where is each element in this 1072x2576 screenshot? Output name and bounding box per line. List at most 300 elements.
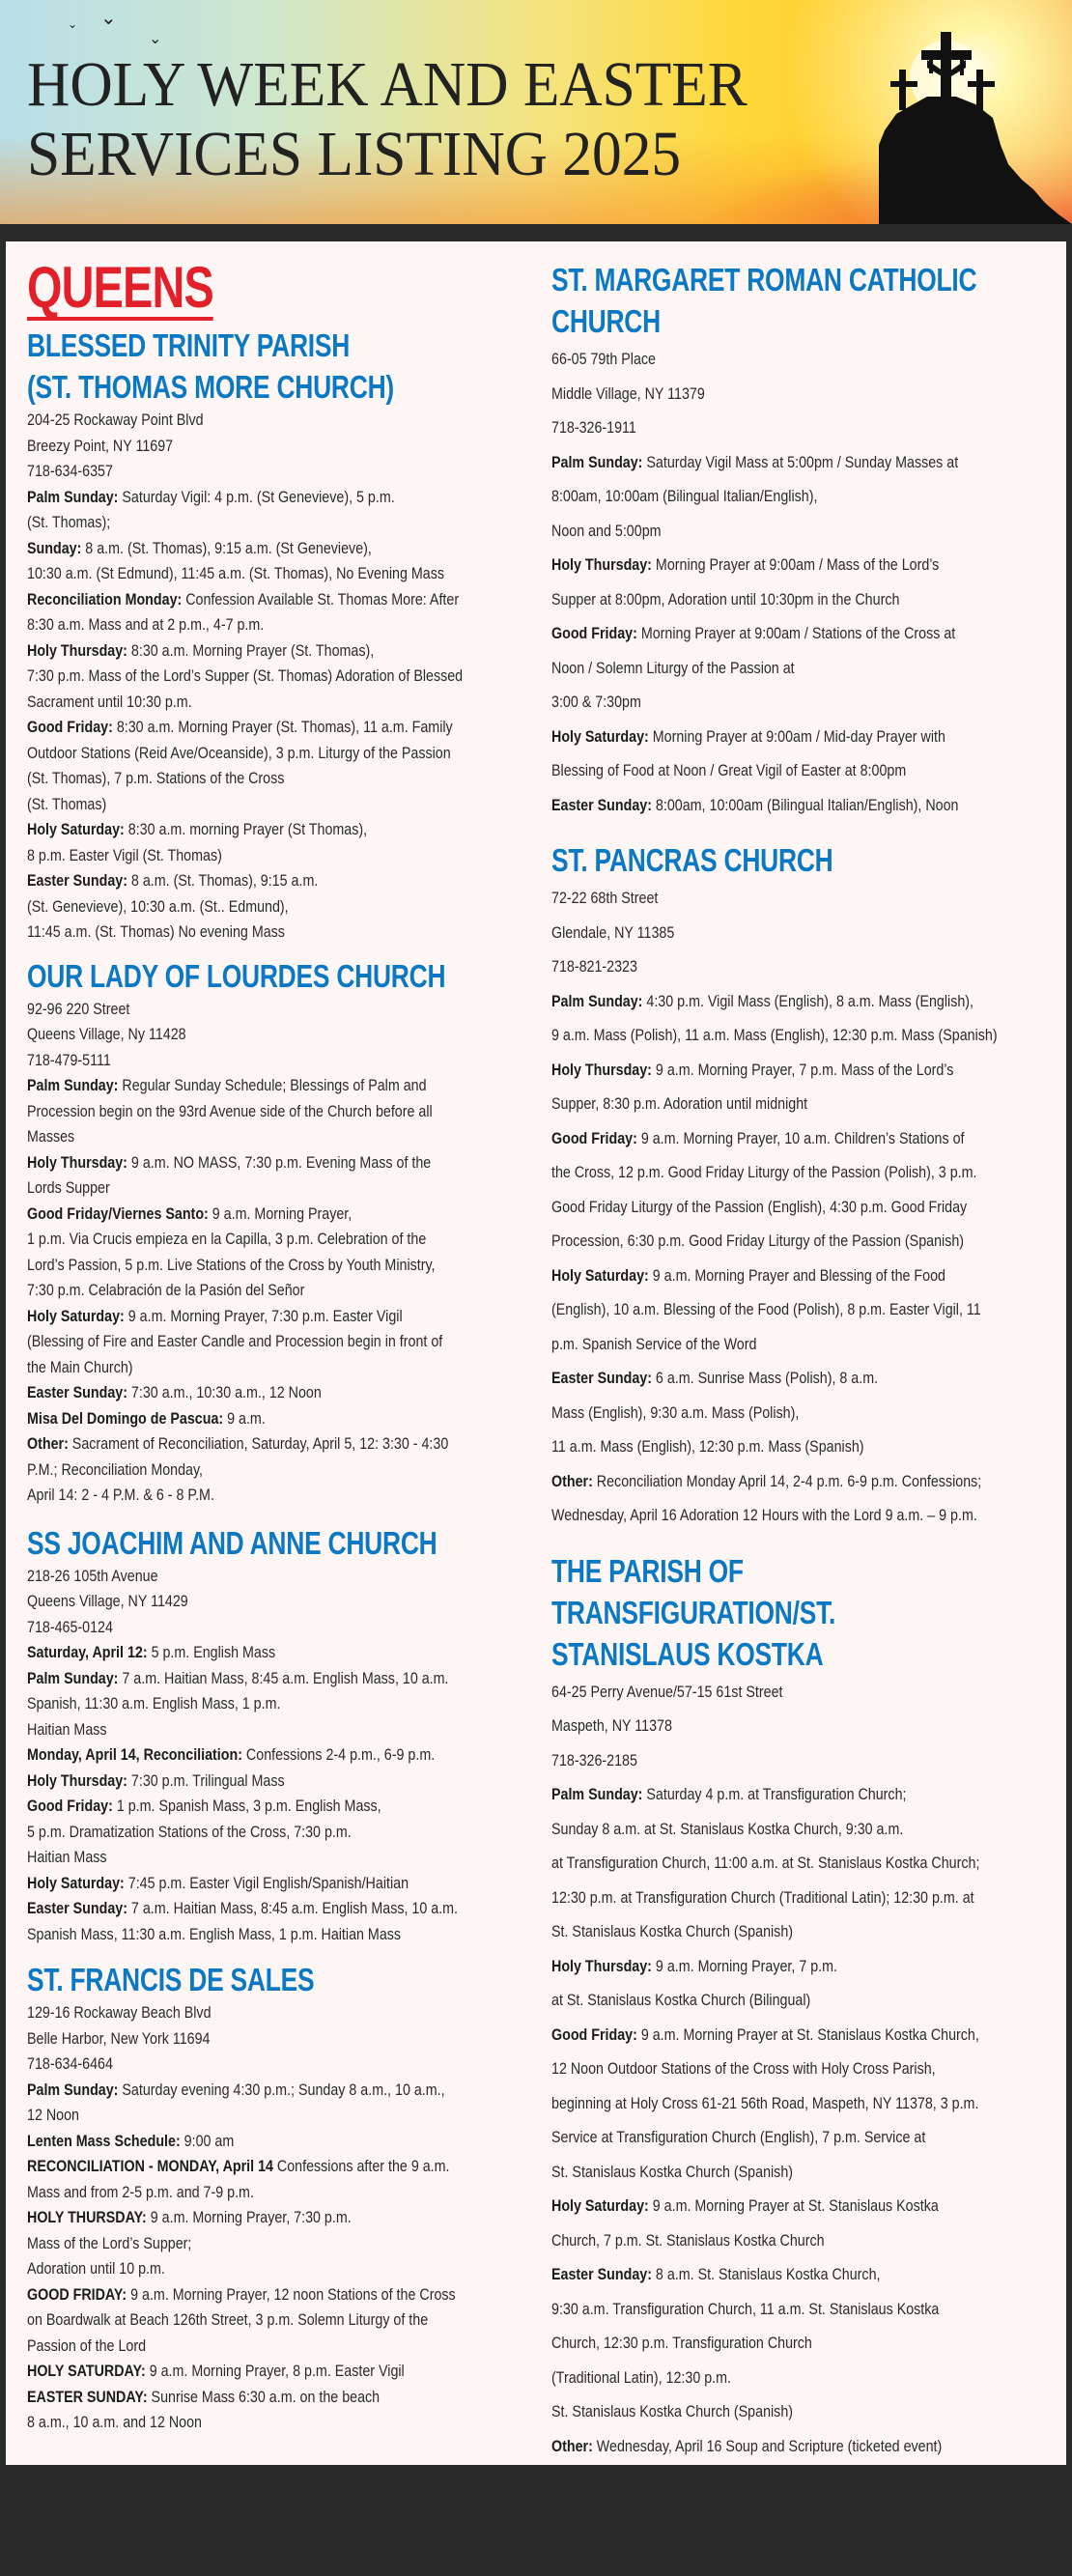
schedule-line (27, 2334, 539, 2360)
schedule-line (27, 1742, 539, 1769)
day-label: Other: (551, 1471, 593, 1490)
schedule-line (551, 582, 1054, 617)
schedule-line (27, 1175, 539, 1202)
schedule-text: at Transfiguration Church, 11:00 a.m. at St. Stanislaus Kostka Church; (551, 1854, 980, 1872)
schedule-line (551, 1983, 1054, 2018)
schedule-text: Morning Prayer at 9:00am / Mid-day Prayer with (648, 726, 945, 746)
schedule-line (27, 1406, 539, 1432)
day-label: Misa Del Domingo de Pascua: (27, 1408, 224, 1428)
schedule-line (27, 1099, 539, 1125)
schedule-line (551, 1087, 1054, 1121)
schedule-line (551, 651, 1054, 686)
schedule-text: Procession begin on the 93rd Avenue side of the Church before all (27, 1101, 433, 1120)
schedule-line (551, 548, 1054, 582)
schedule-line (27, 741, 539, 767)
address-line: 218-26 105th Avenue (27, 1566, 158, 1585)
day-label: Other: (551, 2436, 593, 2455)
schedule-line (551, 2429, 1054, 2464)
schedule-text: Supper, 8:30 p.m. Adoration until midnight (551, 1094, 808, 1113)
schedule-text: 5 p.m. English Mass (147, 1643, 276, 1661)
schedule-text: Noon / Solemn Liturgy of the Passion at (551, 658, 795, 677)
schedule-text: Church, 7 p.m. St. Stanislaus Kostka Church (551, 2230, 825, 2250)
schedule-line (27, 1380, 539, 1406)
schedule-line (27, 2282, 539, 2308)
schedule-text: 9 a.m. Morning Prayer, (208, 1203, 353, 1223)
schedule-text: (Traditional Latin), 12:30 p.m. (551, 2367, 732, 2387)
church-entry (551, 1550, 1054, 2566)
schedule-line (27, 2385, 539, 2411)
schedule-line (27, 612, 539, 638)
schedule-line (551, 1121, 1054, 1156)
address-line: Queens Village, NY 11429 (27, 1592, 188, 1610)
schedule-line (27, 766, 539, 792)
schedule-line (27, 1278, 539, 1304)
schedule-text: 9 a.m. Morning Prayer at St. Stanislaus Kostka (648, 2196, 939, 2215)
schedule-text: 6 a.m. Sunrise Mass (Polish), 8 a.m. (651, 1369, 879, 1387)
day-label: Saturday, April 12: (27, 1643, 148, 1661)
schedule-text: at St. Stanislaus Kostka Church (Bilingual) (551, 1991, 811, 2009)
schedule-line (551, 1881, 1054, 1915)
schedule-text: 7 a.m. Haitian Mass, 8:45 a.m. English Mass, 10 a.m. (118, 1668, 449, 1687)
bird-icon: ⌄ (100, 6, 117, 29)
church-name-line: ST. PANCRAS CHURCH (551, 842, 833, 878)
day-label: Good Friday: (551, 624, 637, 642)
church-name (27, 325, 539, 408)
schedule-line (27, 868, 539, 894)
schedule-line (551, 2292, 1054, 2327)
schedule-line (551, 1396, 1054, 1430)
address-line: Breezy Point, NY 11697 (27, 436, 174, 455)
day-label: Sunday: (27, 538, 82, 557)
day-label: Good Friday: (27, 1797, 113, 1815)
schedule-line (551, 1949, 1054, 1984)
schedule-text: (St. Thomas) (27, 794, 107, 813)
schedule-text: 8:30 a.m. Morning Prayer (St. Thomas), 11 a.m. Family (112, 718, 453, 736)
day-label: Palm Sunday: (27, 1668, 119, 1687)
schedule-text: the Cross, 12 p.m. Good Friday Liturgy of the Passion (Polish), 3 p.m. (551, 1163, 977, 1181)
schedule-text: 9 a.m. Morning Prayer, 8 p.m. Easter Vigil (145, 2362, 405, 2380)
schedule-text: Haitian Mass (27, 1848, 107, 1866)
day-label: Reconciliation Monday: (27, 589, 183, 609)
schedule-line (551, 1224, 1054, 1259)
schedule-text: Wednesday, April 16 Soup and Scripture (ticketed event) (592, 2436, 943, 2455)
schedule-line (551, 479, 1054, 514)
day-label: Holy Saturday: (551, 1265, 649, 1285)
schedule-text: Sacrament of Reconciliation, Saturday, April 5, 12: 3:30 - 4:30 (68, 1434, 449, 1453)
day-label: Holy Thursday: (27, 1152, 127, 1172)
schedule-text: 7 a.m. Haitian Mass, 8:45 a.m. English Mass, 10 a.m. (127, 1899, 459, 1917)
left-column (27, 241, 539, 2446)
phone-number: 718-465-0124 (27, 1617, 113, 1636)
day-label: Monday, April 14, Reconciliation: (27, 1745, 242, 1764)
address-line: 72-22 68th Street (551, 889, 659, 907)
schedule-text: 11 a.m. Mass (English), 12:30 p.m. Mass (Spanish) (551, 1437, 864, 1456)
schedule-text: Mass of the Lord’s Supper; (27, 2233, 192, 2252)
church-name-line: THE PARISH OF (551, 1552, 744, 1589)
day-label: Holy Saturday: (27, 1306, 125, 1325)
address-line: Maspeth, NY 11378 (551, 1716, 672, 1735)
schedule-text: 8:00am, 10:00am (Bilingual Italian/English), (551, 487, 818, 505)
phone-number: 718-326-2185 (551, 1750, 637, 1769)
day-label: EASTER SUNDAY: (27, 2387, 148, 2406)
schedule-text: 3:00 & 7:30pm (551, 693, 641, 711)
schedule-line (27, 690, 539, 716)
schedule-line (27, 561, 539, 587)
region-heading: QUEENS (27, 255, 213, 320)
schedule-text: Noon and 5:00pm (551, 521, 662, 540)
schedule-text: 10:30 a.m. (St Edmund), 11:45 a.m. (St. Thomas), No Evening Mass (27, 564, 445, 582)
phone-number: 718-326-1911 (551, 418, 636, 437)
schedule-text: 8:30 a.m. morning Prayer (St Thomas), (124, 820, 368, 838)
schedule-line (551, 1361, 1054, 1396)
schedule-text: Presentation in Parish Hall // Spanish Presentation Transfiguration (551, 2505, 956, 2524)
schedule-text: Sunday 8 a.m. at St. Stanislaus Kostka Church, 9:30 a.m. (551, 1819, 904, 1838)
church-entry (551, 839, 1054, 1533)
schedule-line (551, 2463, 1054, 2498)
schedule-line (27, 1769, 539, 1795)
schedule-line (551, 1327, 1054, 1362)
day-label: Good Friday: (551, 2024, 637, 2044)
schedule-text: 9 a.m. NO MASS, 7:30 p.m. Evening Mass of the (127, 1152, 432, 1172)
day-label: Easter Sunday: (551, 1369, 652, 1387)
schedule-text: 7:30 p.m. Trilingual Mass (127, 1770, 285, 1790)
schedule-text: 1 p.m. Via Crucis empieza en la Capilla, 3 p.m. Celebration of the (27, 1230, 427, 1248)
schedule-text: 9:00 am (180, 2131, 235, 2150)
schedule-line (27, 1483, 539, 1509)
day-label: Holy Thursday: (27, 1770, 127, 1790)
schedule-text: 8 a.m. (St. Thomas), 9:15 a.m. (127, 871, 319, 890)
schedule-line (27, 1820, 539, 1846)
schedule-line (27, 2410, 539, 2436)
schedule-line (551, 2086, 1054, 2121)
schedule-line (551, 1464, 1054, 1499)
day-label: Other: (27, 1434, 69, 1453)
schedule-line (551, 1155, 1054, 1190)
schedule-text: 7:30 a.m., 10:30 a.m., 12 Noon (127, 1383, 322, 1401)
phone-number: 718-821-2323 (551, 957, 637, 976)
schedule-line (27, 2180, 539, 2206)
church-name-line: TRANSFIGURATION/ST. (551, 1594, 836, 1630)
day-label: Easter Sunday: (551, 795, 652, 814)
address-line: Glendale, NY 11385 (551, 922, 675, 942)
schedule-line (27, 1871, 539, 1897)
title-line-2: SERVICES LISTING 2025 (27, 119, 682, 189)
day-label: Palm Sunday: (551, 1785, 643, 1803)
schedule-line (551, 1190, 1054, 1225)
schedule-text: Spanish, 11:30 a.m. English Mass, 1 p.m. (27, 1694, 281, 1713)
schedule-line (27, 1150, 539, 1176)
church-name-line: ST. FRANCIS DE SALES (27, 1962, 315, 1997)
day-label: Good Friday/Viernes Santo: (27, 1203, 209, 1223)
header-banner (0, 0, 1072, 224)
address-line: 129-16 Rockaway Beach Blvd (27, 2003, 212, 2022)
day-label: Easter Sunday: (551, 2265, 652, 2283)
schedule-line (551, 1292, 1054, 1327)
schedule-text: 8 p.m. Easter Vigil (St. Thomas) (27, 845, 222, 864)
schedule-text: Supper at 8:00pm, Adoration until 10:30pm in the Church (551, 589, 900, 609)
schedule-text: Passion of the Lord (27, 2335, 147, 2355)
schedule-text: 9 a.m. Morning Prayer, 7:30 p.m. (146, 2208, 352, 2226)
day-label: Holy Saturday: (27, 820, 125, 838)
schedule-line (27, 2078, 539, 2104)
schedule-text: 9 a.m. (223, 1408, 266, 1428)
schedule-text: Confession Available St. Thomas More: After (182, 589, 460, 609)
schedule-line (27, 2307, 539, 2334)
schedule-line (27, 792, 539, 818)
bird-icon: ⌄ (149, 29, 162, 47)
schedule-line (27, 1640, 539, 1666)
schedule-line (27, 715, 539, 741)
schedule-text: (Blessing of Fire and Easter Candle and Procession begin in front of (27, 1332, 443, 1350)
schedule-line (27, 1227, 539, 1253)
schedule-line (27, 843, 539, 869)
phone-number: 718-634-6464 (27, 2054, 113, 2073)
schedule-line (27, 1202, 539, 1228)
schedule-line (551, 2052, 1054, 2086)
phone-number: 718-479-5111 (27, 1050, 111, 1069)
schedule-line (27, 1329, 539, 1355)
day-label: Holy Thursday: (551, 1956, 652, 1975)
schedule-line (551, 1914, 1054, 1949)
schedule-line (27, 817, 539, 843)
day-label: Lenten Mass Schedule: (27, 2131, 181, 2150)
schedule-text: Transfiguration Parish Hall 64-14 Clinton Avenue, Maspeth: Scripture (551, 2471, 973, 2489)
schedule-text: 1 p.m. Spanish Mass, 3 p.m. English Mass, (112, 1797, 381, 1815)
day-label: Holy Saturday: (551, 726, 649, 746)
day-label: Palm Sunday: (551, 991, 643, 1010)
schedule-text: Outdoor Stations (Reid Ave/Oceanside), 3 p.m. Liturgy of the Passion (27, 743, 451, 762)
schedule-line (27, 1794, 539, 1820)
schedule-line (551, 2018, 1054, 2052)
schedule-line (551, 1018, 1054, 1053)
church-name-line: CHURCH (551, 303, 661, 339)
schedule-line (27, 664, 539, 690)
schedule-text: P.M.; Reconciliation Monday, (27, 1459, 204, 1479)
schedule-text: Procession, 6:30 p.m. Good Friday Liturgy of the Passion (Spanish) (551, 1231, 965, 1250)
schedule-text: Lord’s Passion, 5 p.m. Live Stations of the Cross by Youth Ministry, (27, 1255, 436, 1274)
page-title (27, 50, 748, 189)
schedule-line (551, 445, 1054, 480)
schedule-line (551, 616, 1054, 651)
schedule-text: 9 a.m. Morning Prayer, 7 p.m. Mass of the Lord’s (651, 1060, 954, 1079)
address-line: Queens Village, Ny 11428 (27, 1025, 186, 1043)
schedule-line (551, 984, 1054, 1019)
schedule-line (551, 2223, 1054, 2258)
schedule-text: Haitian Mass (27, 1719, 107, 1739)
address-line: 66-05 79th Place (551, 350, 656, 368)
schedule-line (27, 1691, 539, 1717)
church-entry (27, 955, 539, 1509)
schedule-text: Service at Transfiguration Church (English), 7 p.m. Service at (551, 2128, 926, 2146)
schedule-line (551, 1812, 1054, 1847)
schedule-line (27, 1355, 539, 1381)
schedule-text: 8:30 a.m. Morning Prayer (St. Thomas), (127, 640, 375, 660)
day-label: Holy Thursday: (27, 640, 127, 660)
church-entry (27, 1522, 539, 1948)
schedule-text: April 14: 2 - 4 P.M. & 6 - 8 P.M. (27, 1486, 214, 1504)
schedule-text: Good Friday Liturgy of the Passion (English), 4:30 p.m. Good Friday (551, 1197, 968, 1216)
address-line: 204-25 Rockaway Point Blvd (27, 410, 204, 429)
schedule-text: 9 a.m. Morning Prayer and Blessing of the Food (648, 1265, 945, 1285)
schedule-line (551, 1053, 1054, 1088)
schedule-line (27, 2256, 539, 2282)
schedule-line (27, 2154, 539, 2180)
schedule-text: Confessions after the 9 a.m. (272, 2157, 450, 2175)
schedule-line (27, 1845, 539, 1871)
schedule-text: 8 a.m. St. Stanislaus Kostka Church, (651, 2265, 881, 2283)
schedule-line (551, 685, 1054, 720)
schedule-text: Confessions 2-4 p.m., 6-9 p.m. (241, 1745, 436, 1764)
church-name (27, 1959, 539, 2000)
schedule-text: Morning Prayer at 9:00am / Stations of the Cross at (636, 624, 956, 642)
schedule-line (551, 2257, 1054, 2292)
church-entry (551, 259, 1054, 822)
day-label: Easter Sunday: (27, 1899, 127, 1917)
schedule-line (27, 1304, 539, 1330)
schedule-text: 9:30 a.m. Transfiguration Church, 11 a.m. St. Stanislaus Kostka (551, 2299, 940, 2318)
day-label: Palm Sunday: (27, 487, 119, 506)
schedule-line (551, 753, 1054, 788)
schedule-text: 5 p.m. Dramatization Stations of the Cross, 7:30 p.m. (27, 1822, 352, 1841)
schedule-line (551, 2326, 1054, 2361)
church-name-line: (ST. THOMAS MORE CHURCH) (27, 369, 394, 405)
schedule-text: Saturday Vigil: 4 p.m. (St Genevieve), 5 p.m. (118, 487, 395, 506)
schedule-text: Morning Prayer at 9:00am / Mass of the Lord’s (651, 555, 940, 574)
schedule-text: Church (551, 2539, 597, 2558)
church-name-line: BLESSED TRINITY PARISH (27, 327, 351, 363)
schedule-text: 8 a.m., 10 a.m. and 12 Noon (27, 2413, 202, 2431)
schedule-line (551, 1777, 1054, 1812)
day-label: Good Friday: (551, 1128, 637, 1147)
schedule-line (27, 510, 539, 536)
address-line: 92-96 220 Street (27, 999, 130, 1018)
church-name (27, 1522, 539, 1564)
schedule-line (551, 1259, 1054, 1293)
schedule-text: St. Stanislaus Kostka Church (Spanish) (551, 2162, 794, 2181)
church-name-line: STANISLAUS KOSTKA (551, 1635, 824, 1672)
schedule-line (27, 2129, 539, 2155)
three-crosses-icon (879, 0, 1072, 224)
schedule-text: 11:45 a.m. (St. Thomas) No evening Mass (27, 922, 285, 941)
schedule-line (27, 2231, 539, 2257)
schedule-text: (St. Thomas); (27, 513, 111, 531)
day-label: GOOD FRIDAY: (27, 2284, 127, 2304)
church-name (551, 1550, 1054, 1675)
schedule-line (27, 1922, 539, 1948)
schedule-line (551, 2394, 1054, 2429)
schedule-text: 4:30 p.m. Vigil Mass (English), 8 a.m. Mass (English), (642, 991, 974, 1010)
schedule-text: Mass and from 2-5 p.m. and 7-9 p.m. (27, 2182, 254, 2201)
schedule-text: Reconciliation Monday April 14, 2-4 p.m. 6-9 p.m. Confessions; (592, 1471, 982, 1490)
schedule-text: 8:00am, 10:00am (Bilingual Italian/English), Noon (651, 795, 959, 814)
schedule-text: 8 a.m. (St. Thomas), 9:15 a.m. (St Genevieve), (81, 538, 372, 557)
church-name-line: ST. MARGARET ROMAN CATHOLIC (551, 262, 977, 297)
schedule-text: Blessing of Food at Noon / Great Vigil of Easter at 8:00pm (551, 761, 907, 779)
schedule-text: Saturday 4 p.m. at Transfiguration Church; (642, 1785, 907, 1803)
church-name-line: OUR LADY OF LOURDES CHURCH (27, 957, 446, 994)
schedule-line (27, 1431, 539, 1458)
address-line: 64-25 Perry Avenue/57-15 61st Street (551, 1682, 783, 1701)
address-line: Middle Village, NY 11379 (551, 383, 705, 403)
schedule-text: 12 Noon Outdoor Stations of the Cross with Holy Cross Parish, (551, 2059, 936, 2078)
schedule-text: 9 a.m. Mass (Polish), 11 a.m. Mass (English), 12:30 p.m. Mass (Spanish) (551, 1026, 998, 1044)
day-label: Palm Sunday: (27, 2080, 119, 2099)
schedule-text: 7:45 p.m. Easter Vigil English/Spanish/Haitian (124, 1873, 409, 1892)
schedule-line (27, 536, 539, 562)
schedule-line (551, 2120, 1054, 2155)
schedule-text: 9 a.m. Morning Prayer, 7:30 p.m. Easter Vigil (124, 1306, 403, 1325)
bird-icon: ⌄ (68, 17, 78, 31)
schedule-text: 7:30 p.m. Celabración de la Pasión del Señor (27, 1281, 305, 1299)
schedule-text: Sacrament until 10:30 p.m. (27, 692, 192, 711)
day-label: Holy Thursday: (551, 555, 652, 574)
schedule-text: 12:30 p.m. at Transfiguration Church (Traditional Latin); 12:30 p.m. at (551, 1887, 974, 1907)
church-entry (27, 325, 539, 946)
day-label: Good Friday: (27, 718, 113, 736)
listing-content (6, 241, 1066, 2558)
schedule-text: Regular Sunday Schedule; Blessings of Palm and (118, 1076, 427, 1094)
schedule-line (27, 894, 539, 920)
schedule-line (551, 788, 1054, 823)
schedule-text: 9 a.m. Morning Prayer, 12 noon Stations of the Cross (127, 2284, 456, 2304)
schedule-text: 7:30 p.m. Mass of the Lord’s Supper (St. Thomas) Adoration of Blessed (27, 666, 464, 685)
schedule-line (27, 1253, 539, 1279)
church-name (551, 259, 1054, 342)
schedule-text: 9 a.m. Morning Prayer, 7 p.m. (651, 1956, 838, 1975)
schedule-text: St. Stanislaus Kostka Church (Spanish) (551, 1922, 794, 1940)
schedule-line (27, 1073, 539, 1099)
day-label: Easter Sunday: (27, 1383, 127, 1401)
schedule-text: p.m. Spanish Service of the Word (551, 1334, 757, 1353)
church-entry (27, 1959, 539, 2436)
schedule-line (551, 514, 1054, 549)
address-line: Belle Harbor, New York 11694 (27, 2028, 211, 2048)
schedule-line (551, 2498, 1054, 2533)
schedule-text: 9 a.m. Morning Prayer, 10 a.m. Children’s Stations of (636, 1128, 965, 1147)
schedule-text: (English), 10 a.m. Blessing of the Food (Polish), 8 p.m. Easter Vigil, 11 (551, 1300, 981, 1318)
title-line-1: HOLY WEEK AND EASTER (27, 49, 748, 120)
schedule-text: 12 Noon (27, 2106, 79, 2124)
schedule-line (27, 1896, 539, 1922)
schedule-line (551, 2532, 1054, 2566)
schedule-line (27, 638, 539, 665)
schedule-line (551, 1846, 1054, 1881)
schedule-text: 9 a.m. Morning Prayer at St. Stanislaus Kostka Church, (636, 2024, 979, 2044)
schedule-text: beginning at Holy Cross 61-21 56th Road, Maspeth, NY 11378, 3 p.m. (551, 2093, 979, 2112)
schedule-text: Adoration until 10 p.m. (27, 2259, 165, 2278)
day-label: Palm Sunday: (27, 1076, 119, 1094)
schedule-line (27, 1666, 539, 1692)
schedule-text: on Boardwalk at Beach 126th Street, 3 p.m. Solemn Liturgy of the (27, 2310, 429, 2329)
schedule-line (551, 720, 1054, 754)
day-label: Holy Thursday: (551, 1060, 652, 1079)
schedule-text: St. Stanislaus Kostka Church (Spanish) (551, 2402, 794, 2420)
day-label: HOLY THURSDAY: (27, 2208, 147, 2226)
schedule-line (27, 1458, 539, 1484)
day-label: Holy Saturday: (551, 2196, 649, 2215)
schedule-text: the Main Church) (27, 1357, 133, 1376)
day-label: Easter Sunday: (27, 871, 127, 890)
schedule-line (27, 1124, 539, 1150)
schedule-text: Masses (27, 1127, 75, 1146)
schedule-line (27, 485, 539, 511)
day-label: RECONCILIATION - MONDAY, April 14 (27, 2157, 273, 2175)
schedule-line (27, 2359, 539, 2385)
schedule-text: Sunrise Mass 6:30 a.m. on the beach (147, 2387, 381, 2406)
schedule-text: 8:30 a.m. Mass and at 2 p.m., 4-7 p.m. (27, 615, 265, 634)
schedule-line (551, 1498, 1054, 1533)
schedule-text: Wednesday, April 16 Adoration 12 Hours with the Lord 9 a.m. – 9 p.m. (551, 1506, 977, 1524)
